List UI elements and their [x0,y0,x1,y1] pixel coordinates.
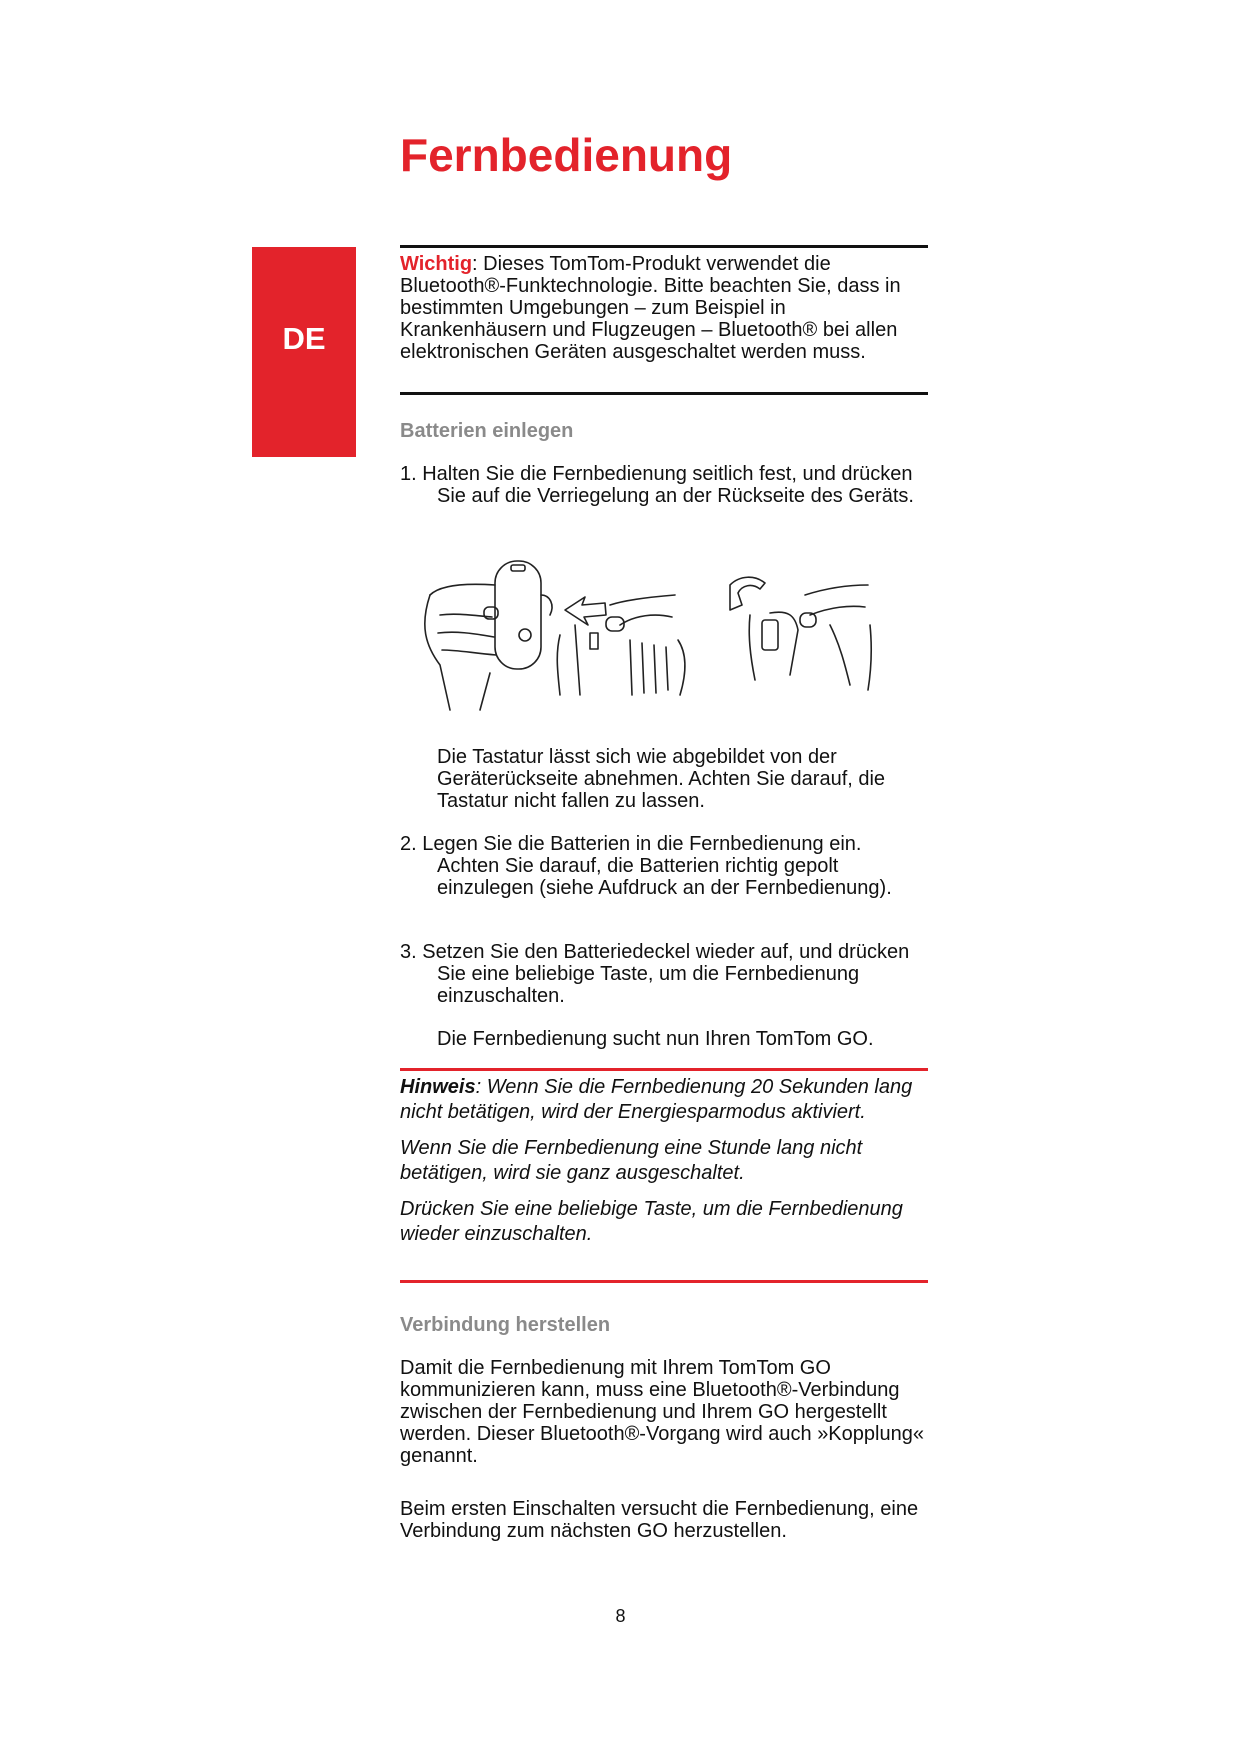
connection-para-2-block [400,1498,928,1542]
note-label: Hinweis [400,1076,476,1098]
connection-para-2: Beim ersten Einschalten versucht die Fernbedienung, eine Verbindung zum nächsten GO herzustellen. [400,1498,919,1542]
step-2: 2. Legen Sie die Batterien in die Fernbedienung ein. Achten Sie darauf, die Batterien richtig gepolt einzulegen (siehe Aufdruck an der Fernbedienung). [400,833,892,899]
connection-para-1: Damit die Fernbedienung mit Ihrem TomTom GO kommunizieren kann, muss eine Bluetooth®-Verbindung zwischen der Fernbedienung und Ihrem GO hergestellt werden. Dieser Bluetooth®-Vorgang wird auch »Kopplung« genannt. [400,1357,924,1467]
connection-para-1-block [400,1357,928,1467]
step-3-followup: Die Fernbedienung sucht nun Ihren TomTom GO. [437,1028,874,1050]
step-1-followup: Die Tastatur lässt sich wie abgebildet von der Geräterückseite abnehmen. Achten Sie darauf, die Tastatur nicht fallen zu lassen. [437,746,886,812]
page-number: 8 [615,1606,626,1626]
step-1-followup-block [400,746,928,812]
step-2-block [400,833,928,899]
important-label: Wichtig [400,253,473,275]
illustration-hold-remote [425,561,552,710]
important-separator: : [472,253,478,275]
batteries-heading-block [400,420,928,443]
note-text-1 [400,1075,928,1125]
note-bottom-rule [400,1280,928,1283]
important-bottom-rule [400,392,928,395]
step-3-followup-block [400,1028,928,1050]
connection-heading: Verbindung herstellen [400,1314,611,1336]
batteries-heading: Batterien einlegen [400,420,574,442]
language-tab [252,247,356,457]
language-tab-label: DE [282,321,326,356]
note-body-1: Wenn Sie die Fernbedienung 20 Sekunden lang nicht betätigen, wird der Energiesparmodus aktiviert. [400,1076,913,1123]
illustration-remove-keypad [730,577,871,690]
battery-illustrations [410,555,930,725]
important-box [400,253,928,363]
important-body: Dieses TomTom-Produkt verwendet die Bluetooth®-Funktechnologie. Bitte beachten Sie, dass in bestimmten Umgebungen – zum Beispiel in Krankenhäusern und Flugzeugen – Bluetooth® bei allen elektronischen Geräten ausgeschaltet werden muss. [400,253,901,363]
illustration-press-latch [557,595,685,695]
step-3-block [400,941,928,1007]
note-text-2: Wenn Sie die Fernbedienung eine Stunde lang nicht betätigen, wird sie ganz ausgeschaltet. [400,1137,863,1184]
step-3: 3. Setzen Sie den Batteriedeckel wieder auf, und drücken Sie eine beliebige Taste, um die Fernbedienung einzuschalten. [400,941,910,1007]
note-top-rule [400,1068,928,1071]
step-1: 1. Halten Sie die Fernbedienung seitlich fest, und drücken Sie auf die Verriegelung an der Rückseite des Geräts. [400,463,914,507]
connection-heading-block [400,1314,928,1337]
note-box [400,1075,928,1247]
step-1-block [400,463,928,507]
page-title: Fernbedienung [400,129,733,181]
important-top-rule [400,245,928,248]
important-text [400,253,928,363]
note-text-3: Drücken Sie eine beliebige Taste, um die Fernbedienung wieder einzuschalten. [400,1198,903,1245]
note-separator: : [475,1076,482,1098]
